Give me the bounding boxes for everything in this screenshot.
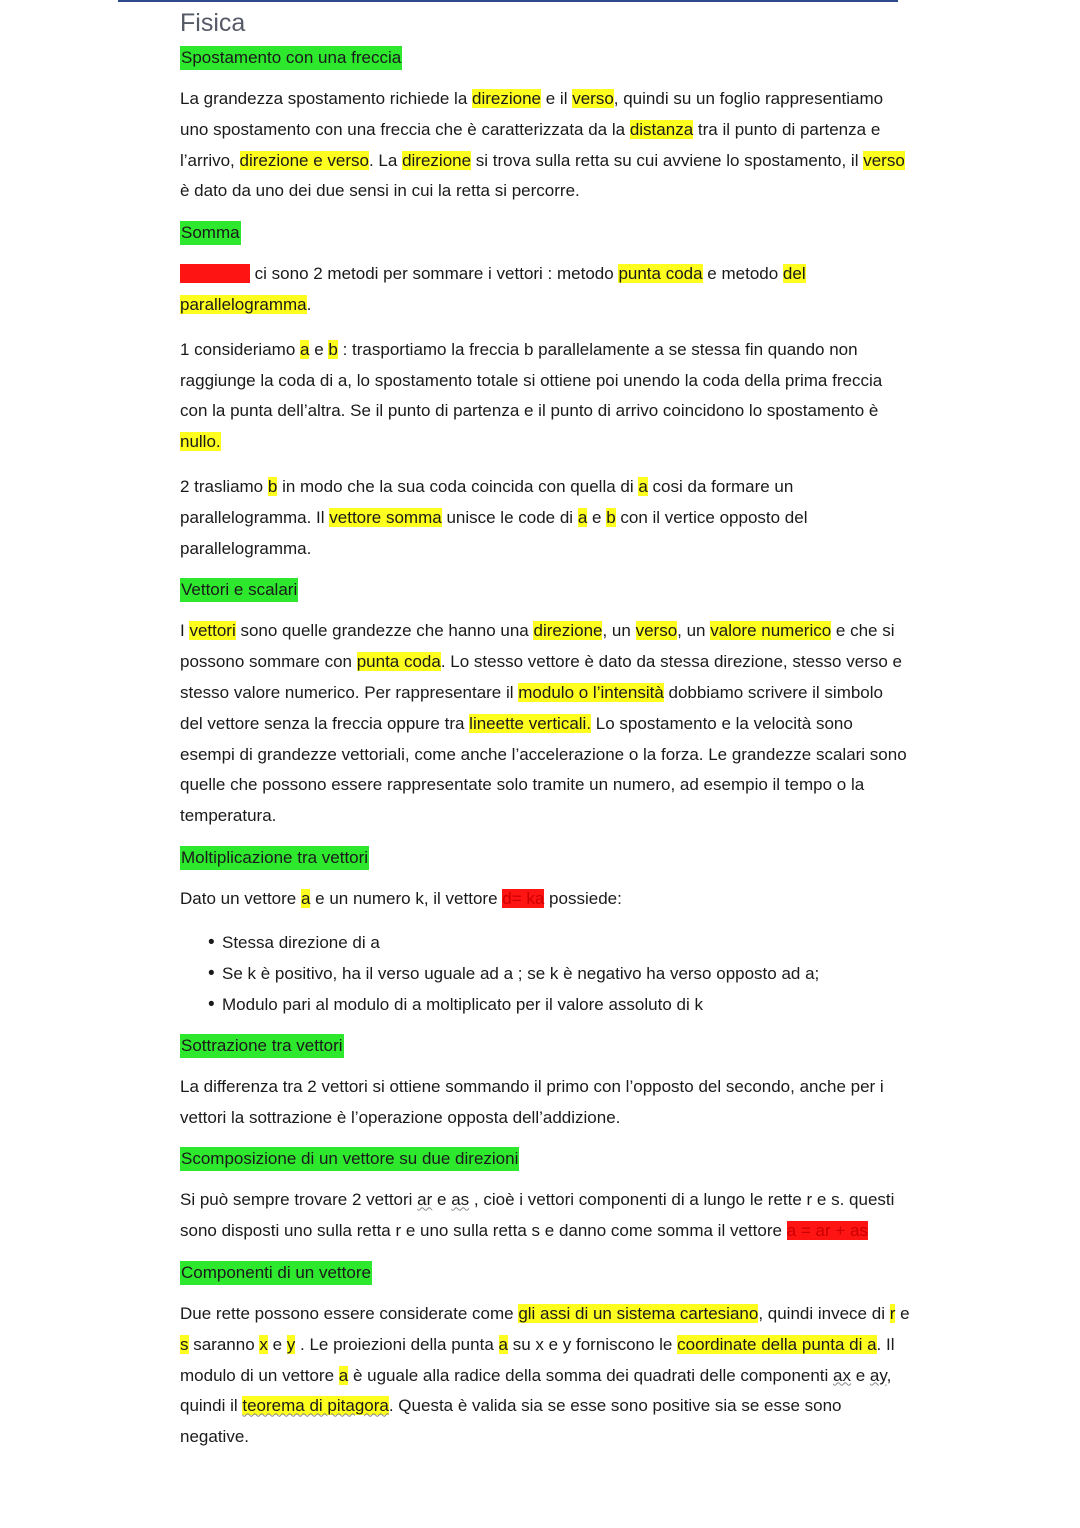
highlight: coordinate della punta di a — [677, 1334, 877, 1354]
paragraph-componenti: Due rette possono essere considerate come gli assi di un sistema cartesiano, quindi invece di r e s saranno x e y . Le proiezioni della punta a su x e y forniscono le coordinate della punta di a. Il modulo di un vettore a è uguale alla radice della somma dei quadrati delle componenti ax e ay, quindi il teorema di pitagora. Questa è valida sia se esse sono positive sia se esse sono negative. — [180, 1303, 910, 1447]
highlight: valore numerico — [710, 621, 832, 641]
highlight: a — [498, 1334, 508, 1354]
highlight: a — [338, 1365, 349, 1385]
list-item: • Stessa direzione di a — [208, 927, 910, 958]
highlight: s — [180, 1334, 189, 1354]
highlight: punta coda — [356, 652, 441, 672]
formula-highlight: C = a + b — [180, 264, 250, 284]
highlight: verso — [635, 621, 678, 641]
highlight: vettori — [189, 621, 236, 641]
list-item: • Se k è positivo, ha il verso uguale ad a ; se k è negativo ha verso opposto ad a; — [208, 958, 910, 989]
formula-highlight: d= ka — [502, 888, 545, 908]
highlight: a — [300, 888, 311, 908]
paragraph-metodo-2: 2 trasliamo b in modo che la sua coda coincida con quella di a cosi da formare un parallelogramma. Il vettore somma unisce le code di a e b con il vertice opposto del parallelogramma. — [180, 476, 808, 558]
list-item: • Modulo pari al modulo di a moltiplicato per il valore assoluto di k — [208, 989, 910, 1020]
heading-moltiplicazione: Moltiplicazione tra vettori — [180, 846, 369, 870]
highlight: del parallelogramma — [180, 264, 806, 314]
paragraph-sottrazione: La differenza tra 2 vettori si ottiene sommando il primo con l’opposto del secondo, anche per i vettori la sottrazione è l’operazione opposta dell’addizione. — [180, 1076, 884, 1127]
formula-highlight: a = ar + as — [786, 1221, 868, 1241]
underlined-term: ar — [417, 1190, 433, 1210]
highlight: lineette verticali. — [469, 713, 592, 733]
highlight: a — [577, 507, 588, 527]
highlight: direzione — [472, 89, 542, 108]
heading-sottrazione: Sottrazione tra vettori — [180, 1034, 344, 1058]
paragraph-metodo-1: 1 consideriamo a e b : trasportiamo la freccia b parallelamente a se stessa fin quando non raggiunge la coda di a, lo spostamento totale si ottiene poi unendo la coda della prima freccia con la punta dell’altra. Se il punto di partenza e il punto di arrivo coincidono lo spostamento è nullo. — [180, 339, 883, 452]
heading-spostamento: Spostamento con una freccia — [180, 46, 402, 70]
heading-componenti: Componenti di un vettore — [180, 1261, 372, 1285]
highlight: distanza — [629, 119, 694, 139]
highlight: b — [328, 339, 338, 359]
paragraph-spostamento: La grandezza spostamento richiede la direzione e il verso, quindi su un foglio rappresentiamo uno spostamento con una freccia che è caratterizzata da la distanza tra il punto di partenza e l’arrivo, direzione e verso. La direzione si trova sulla retta su cui avviene lo spostamento, il verso è dato da uno dei due sensi in cui la retta si percorre. — [180, 89, 905, 201]
paragraph-scomposizione: Si può sempre trovare 2 vettori ar e as , cioè i vettori componenti di a lungo le rette r e s. questi sono disposti uno sulla retta r e uno sulla retta s e danno come somma il vettore a = ar + as — [180, 1190, 895, 1241]
paragraph-moltiplicazione: Dato un vettore a e un numero k, il vettore d= ka possiede: — [180, 888, 622, 908]
highlight: verso — [863, 150, 905, 170]
document-page — [180, 8, 910, 1453]
page-title: Fisica — [180, 9, 246, 37]
highlight: direzione — [533, 621, 603, 641]
heading-scomposizione: Scomposizione di un vettore su due direzioni — [180, 1147, 519, 1171]
highlight: b — [606, 507, 616, 527]
underlined-term: ax — [833, 1365, 852, 1385]
highlight: r — [889, 1303, 896, 1323]
underlined-term: as — [451, 1190, 470, 1210]
highlight: punta coda — [618, 264, 703, 284]
heading-vettori-scalari: Vettori e scalari — [180, 578, 298, 602]
highlight: direzione — [402, 150, 472, 170]
underlined-term: ay — [869, 1365, 887, 1385]
highlight: b — [267, 476, 278, 496]
bullet-list — [180, 927, 910, 1020]
highlight: direzione e verso — [239, 150, 369, 170]
paragraph-somma: C = a + b ci sono 2 metodi per sommare i vettori : metodo punta coda e metodo del parallelogramma. — [180, 264, 806, 314]
highlight: a — [638, 476, 648, 496]
highlight: vettore somma — [329, 507, 442, 527]
top-rule — [118, 0, 898, 2]
highlight: x — [259, 1334, 268, 1354]
highlight: a — [300, 339, 310, 359]
paragraph-vettori-scalari: I vettori sono quelle grandezze che hanno una direzione, un verso, un valore numerico e che si possono sommare con punta coda. Lo stesso vettore è dato da stessa direzione, stesso verso e stesso valore numerico. Per rappresentare il modulo o l’intensità dobbiamo scrivere il simbolo del vettore senza la freccia oppure tra lineette verticali. Lo spostamento e la velocità sono esempi di grandezze vettoriali, come anche l’accelerazione o la forza. Le grandezze scalari sono quelle che possono essere rappresentate solo tramite un numero, ad esempio il tempo o la temperatura. — [180, 621, 907, 826]
highlight: y — [286, 1334, 296, 1354]
highlight: modulo o l’intensità — [518, 682, 664, 702]
highlight: nullo. — [180, 432, 221, 452]
highlight: verso — [572, 89, 614, 108]
highlight: gli assi di un sistema cartesiano — [518, 1303, 759, 1323]
heading-somma: Somma — [180, 221, 241, 245]
highlight: teorema di pitagora — [242, 1396, 389, 1416]
